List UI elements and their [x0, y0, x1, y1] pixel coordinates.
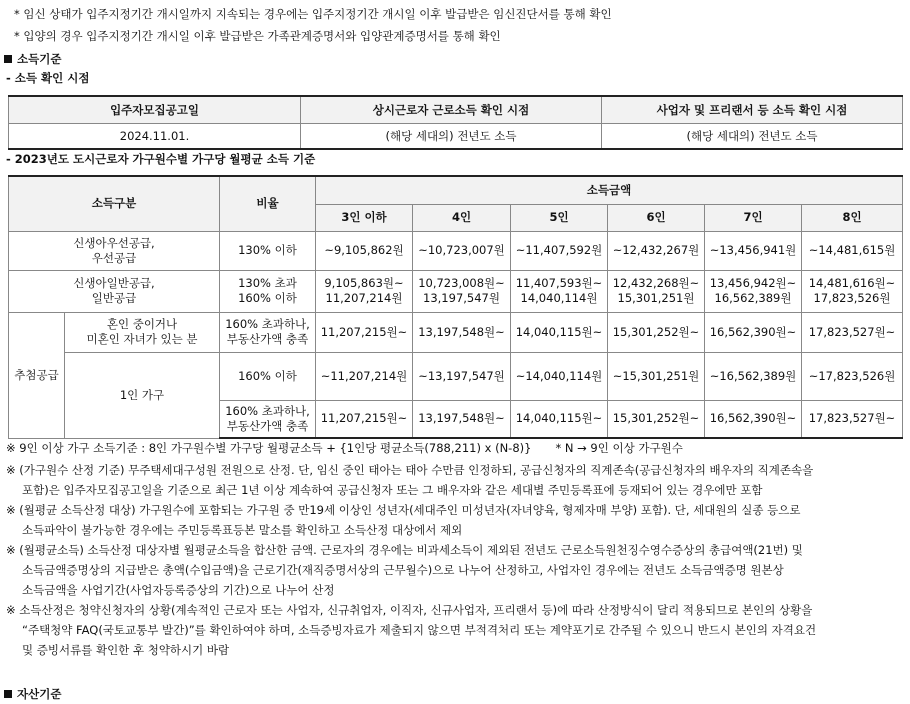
header-income-amount: 소득금액 — [316, 176, 903, 204]
income-section-heading — [0, 51, 61, 67]
amount-cell: 14,481,616원~ 17,823,526원 — [802, 270, 903, 312]
amount-cell: 11,207,215원~ — [316, 312, 413, 352]
amount-cell: 17,823,527원~ — [802, 312, 903, 352]
amount-cell: 15,301,252원~ — [608, 400, 705, 438]
category-general: 신생아일반공급, 일반공급 — [9, 270, 220, 312]
income-section-title: 소득기준 — [17, 52, 62, 66]
amount-cell: ~13,197,547원 — [413, 352, 511, 400]
amount-cell: 16,562,390원~ — [705, 400, 802, 438]
amount-cell: ~15,301,251원 — [608, 352, 705, 400]
asset-section-title: 자산기준 — [17, 687, 62, 701]
header-notice-date: 입주자모집공고일 — [9, 96, 301, 124]
ratio-cell: 130% 초과 160% 이하 — [220, 270, 316, 312]
income-table-title: - 2023년도 도시근로자 가구원수별 가구당 월평균 소득 기준 — [6, 152, 316, 166]
note-income-target: ※ (월평균 소득산정 대상) 가구원수에 포함되는 가구원 중 만19세 이상인 성년자(세대주인 미성년자(자녀양육, 형제자매 부양) 포함). 단, 세대원의 실종 등으로 소득파악이 불가능한 경우에는 주민등록표등본 말소를 확인하고 소득산정 대상에서 제외 — [6, 503, 801, 537]
amount-cell: 9,105,863원~ 11,207,214원 — [316, 270, 413, 312]
amount-cell: 14,040,115원~ — [511, 400, 608, 438]
amount-cell: ~17,823,526원 — [802, 352, 903, 400]
header-household-8: 8인 — [802, 204, 903, 231]
amount-cell: ~16,562,389원 — [705, 352, 802, 400]
subcategory-married: 혼인 중이거나 미혼인 자녀가 있는 분 — [65, 312, 220, 352]
header-ratio: 비율 — [220, 176, 316, 231]
amount-cell: 13,456,942원~ 16,562,389원 — [705, 270, 802, 312]
note-household-count: ※ (가구원수 산정 기준) 무주택세대구성원 전원으로 산정. 단, 임신 중인 태아는 태아 수만큼 인정하되, 공급신청자의 직계존속(공급신청자의 배우자의 직계존속을 포함)은 입주자모집공고일을 기준으로 최근 1년 이상 계속하여 공급신청자 또는 그 배우자와 같은 세대별 주민등록표에 등재되어 있는 경우에만 포함 — [6, 463, 814, 497]
amount-cell: ~13,456,941원 — [705, 231, 802, 270]
square-bullet-icon — [4, 55, 12, 63]
table-row — [9, 231, 903, 270]
cell-notice-date: 2024.11.01. — [9, 124, 301, 150]
header-household-7: 7인 — [705, 204, 802, 231]
category-priority: 신생아우선공급, 우선공급 — [9, 231, 220, 270]
ratio-cell: 160% 이하 — [220, 352, 316, 400]
amount-cell: ~11,207,214원 — [316, 352, 413, 400]
header-employee-income: 상시근로자 근로소득 확인 시점 — [301, 96, 602, 124]
amount-cell: 12,432,268원~ 15,301,251원 — [608, 270, 705, 312]
note-monthly-income: ※ (월평균소득) 소득산정 대상자별 월평균소득을 합산한 금액. 근로자의 경우에는 비과세소득이 제외된 전년도 근로소득원천징수영수증상의 총급여액(21번) 및 소득금액증명상의 지급받은 총액(수입금액)을 근로기간(재직증명서상의 근무월수)으로 나누어 산정하고, 사업자인 경우에는 전년도 소득금액증명 원본상 소득금액을 사업기간(사업자등록증상의 기간)으로 나누어 산정 — [6, 543, 803, 597]
amount-cell: 14,040,115원~ — [511, 312, 608, 352]
square-bullet-icon — [4, 690, 12, 698]
amount-cell: 17,823,527원~ — [802, 400, 903, 438]
amount-cell: ~12,432,267원 — [608, 231, 705, 270]
amount-cell: 11,407,593원~ 14,040,114원 — [511, 270, 608, 312]
header-household-6: 6인 — [608, 204, 705, 231]
table-row — [9, 352, 903, 400]
table-row — [9, 270, 903, 312]
amount-cell: ~14,481,615원 — [802, 231, 903, 270]
amount-cell: ~9,105,862원 — [316, 231, 413, 270]
income-standard-table — [8, 175, 903, 439]
header-business-income: 사업자 및 프리랜서 등 소득 확인 시점 — [602, 96, 903, 124]
asset-section-heading — [0, 686, 61, 702]
amount-cell: ~10,723,007원 — [413, 231, 511, 270]
pregnancy-note: * 임신 상태가 입주지정기간 개시일까지 지속되는 경우에는 입주지정기간 개시일 이후 발급받은 임신진단서를 통해 확인 — [14, 7, 612, 21]
amount-cell: ~14,040,114원 — [511, 352, 608, 400]
subcategory-single: 1인 가구 — [65, 352, 220, 438]
ratio-cell: 160% 초과하나, 부동산가액 충족 — [220, 312, 316, 352]
ratio-cell: 160% 초과하나, 부동산가액 충족 — [220, 400, 316, 438]
header-household-3: 3인 이하 — [316, 204, 413, 231]
cell-employee-income: (해당 세대의) 전년도 소득 — [301, 124, 602, 150]
amount-cell: 13,197,548원~ — [413, 400, 511, 438]
header-household-4: 4인 — [413, 204, 511, 231]
amount-cell: 10,723,008원~ 13,197,547원 — [413, 270, 511, 312]
note-income-calculation: ※ 소득산정은 청약신청자의 상황(계속적인 근로자 또는 사업자, 신규취업자, 이직자, 신규사업자, 프리랜서 등)에 따라 산정방식이 달리 적용되므로 본인의 상황을 “주택청약 FAQ(국토교통부 발간)”를 확인하여야 하며, 소득증빙자료가 제출되지 않으면 부적격처리 또는 계약포기로 간주될 수 있으니 반드시 본인의 자격요건 및 증빙서류를 확인한 후 청약하시기 바람 — [6, 603, 817, 657]
category-lottery: 추첨공급 — [9, 312, 65, 438]
note-n-definition: * N → 9인 이상 가구원수 — [555, 441, 683, 455]
amount-cell: 11,207,215원~ — [316, 400, 413, 438]
ratio-cell: 130% 이하 — [220, 231, 316, 270]
amount-cell: 16,562,390원~ — [705, 312, 802, 352]
header-household-5: 5인 — [511, 204, 608, 231]
cell-business-income: (해당 세대의) 전년도 소득 — [602, 124, 903, 150]
amount-cell: 15,301,252원~ — [608, 312, 705, 352]
header-income-category: 소득구분 — [9, 176, 220, 231]
note-nine-plus: ※ 9인 이상 가구 소득기준 : 8인 가구원수별 가구당 월평균소득 + {1인당 평균소득(788,211) x (N-8)} * N → 9인 이상 가구원수 — [6, 441, 683, 455]
income-confirm-table — [8, 95, 903, 150]
table-row — [9, 312, 903, 352]
adoption-note: * 입양의 경우 입주지정기간 개시일 이후 발급받은 가족관계증명서와 입양관계증명서를 통해 확인 — [14, 29, 501, 43]
amount-cell: ~11,407,592원 — [511, 231, 608, 270]
amount-cell: 13,197,548원~ — [413, 312, 511, 352]
income-confirm-title: - 소득 확인 시점 — [6, 71, 90, 85]
